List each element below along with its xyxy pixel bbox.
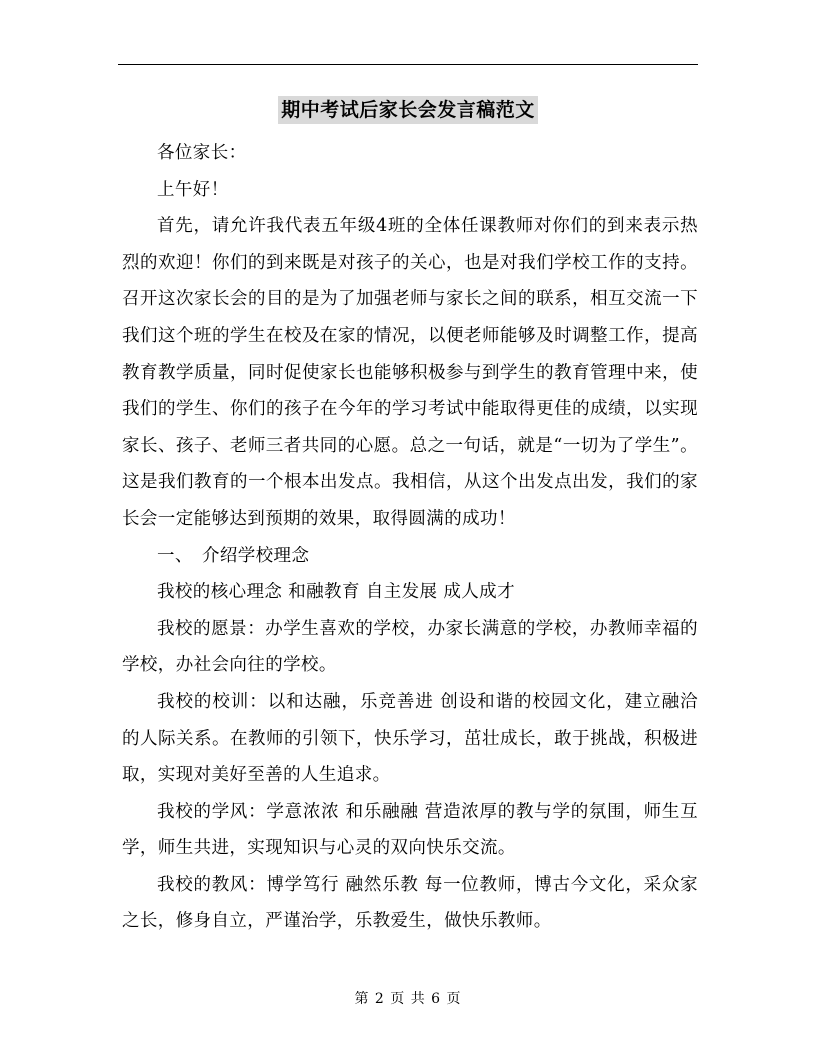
page-number: 第 2 页 共 6 页 [354, 991, 462, 1007]
section-heading: 一、 介绍学校理念 [157, 545, 310, 566]
paragraph-study-style: 我校的学风：学意浓浓 和乐融融 营造浓厚的教与学的氛围，师生互学，师生共进，实现知识与心灵的双向快乐交流。 [122, 801, 698, 859]
paragraph-vision: 我校的愿景：办学生喜欢的学校，办家长满意的学校，办教师幸福的学校，办社会向往的学校。 [122, 618, 698, 676]
paragraph-core-concept: 我校的核心理念 和融教育 自主发展 成人成才 [157, 582, 515, 603]
paragraph-motto: 我校的校训：以和达融，乐竞善进 创设和谐的校园文化，建立融洽的人际关系。在教师的引领下，快乐学习，茁壮成长，敢于挑战，积极进取，实现对美好至善的人生追求。 [122, 691, 698, 786]
paragraph-greeting: 各位家长： [157, 143, 247, 163]
paragraph-salutation: 上午好！ [157, 179, 229, 200]
document-title: 期中考试后家长会发言稿范文 [278, 96, 538, 124]
title-container [0, 96, 816, 124]
paragraph-intro: 首先，请允许我代表五年级4班的全体任课教师对你们的到来表示热烈的欢迎！你们的到来既是对孩子的关心，也是对我们学校工作的支持。召开这次家长会的目的是为了加强老师与家长之间的联系，相互交流一下我们这个班的学生在校及在家的情况，以便老师能够及时调整工作，提高教育教学质量，同时促使家长也能够积极参与到学生的教育管理中来，使我们的学生、你们的孩子在今年的学习考试中能取得更佳的成绩，以实现家长、孩子、老师三者共同的心愿。总之一句话，就是“一切为了学生”。这是我们教育的一个根本出发点。我相信，从这个出发点出发，我们的家长会一定能够达到预期的效果，取得圆满的成功！ [122, 216, 698, 529]
paragraph-teaching-style: 我校的教风：博学笃行 融然乐教 每一位教师，博古今文化，采众家之长，修身自立，严谨治学，乐教爱生，做快乐教师。 [122, 874, 698, 932]
header-rule [118, 64, 698, 65]
document-body [122, 135, 698, 940]
